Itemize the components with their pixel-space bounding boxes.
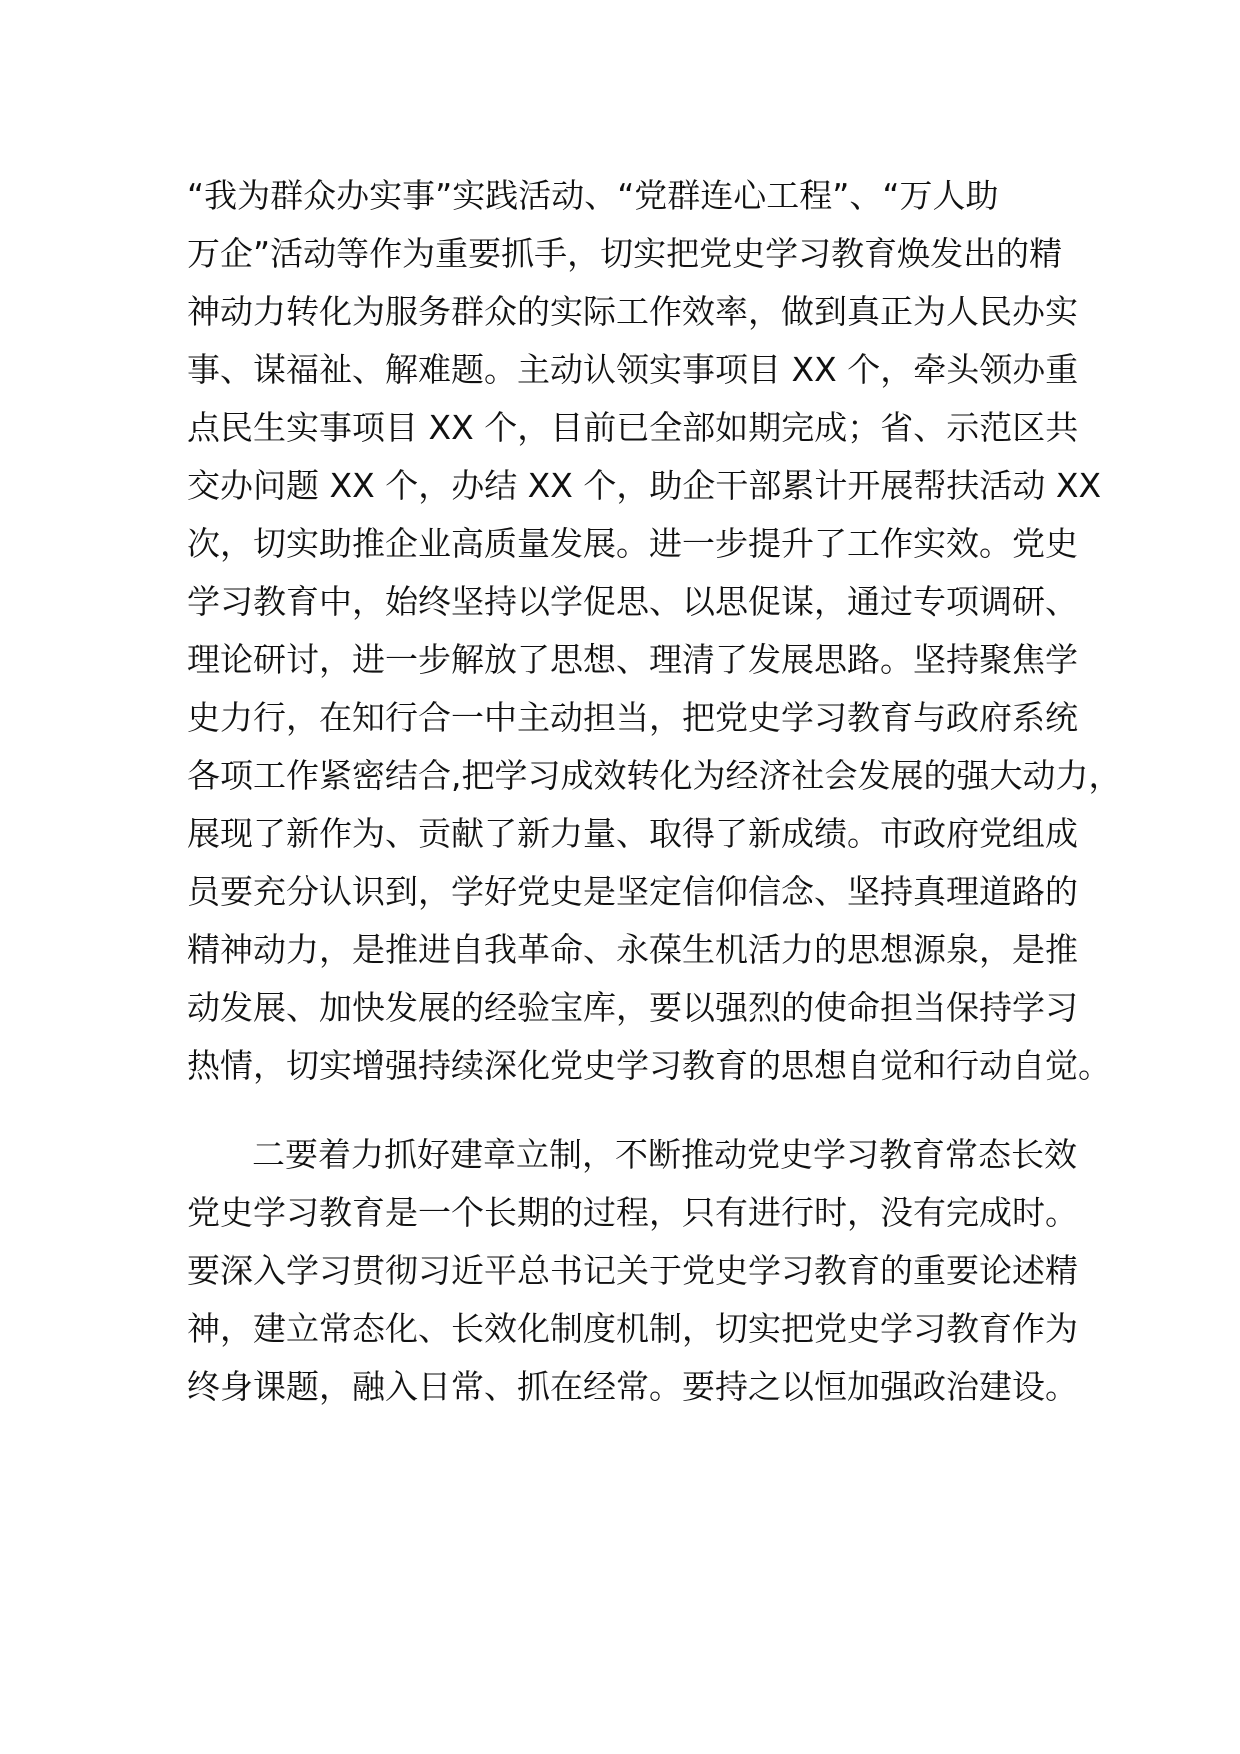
- text-line: 神动力转化为服务群众的实际工作效率，做到真正为人民办实: [187, 292, 1078, 331]
- text-line: 万企”活动等作为重要抓手，切实把党史学习教育焕发出的精: [187, 234, 1063, 273]
- text-line: 次，切实助推企业高质量发展。进一步提升了工作实效。党史: [187, 524, 1078, 563]
- text-line: 员要充分认识到，学好党史是坚定信仰信念、坚持真理道路的: [187, 872, 1078, 911]
- text-line: 神，建立常态化、长效化制度机制，切实把党史学习教育作为: [187, 1309, 1078, 1348]
- text-line: 展现了新作为、贡献了新力量、取得了新成绩。市政府党组成: [187, 814, 1078, 853]
- paragraph-heading-line: 二要着力抓好建章立制，不断推动党史学习教育常态长效: [252, 1135, 1077, 1174]
- text-line: 理论研讨，进一步解放了思想、理清了发展思路。坚持聚焦学: [187, 640, 1078, 679]
- text-line: 学习教育中，始终坚持以学促思、以思促谋，通过专项调研、: [187, 582, 1078, 621]
- text-line: 点民生实事项目 XX 个，目前已全部如期完成；省、示范区共: [187, 408, 1079, 447]
- text-line: 事、谋福祉、解难题。主动认领实事项目 XX 个，牵头领办重: [187, 350, 1079, 389]
- text-line: 精神动力，是推进自我革命、永葆生机活力的思想源泉，是推: [187, 930, 1078, 969]
- text-line: 动发展、加快发展的经验宝库，要以强烈的使命担当保持学习: [187, 988, 1078, 1027]
- text-line: “我为群众办实事”实践活动、“党群连心工程”、“万人助: [187, 176, 999, 215]
- text-line: 史力行，在知行合一中主动担当，把党史学习教育与政府系统: [187, 698, 1078, 737]
- text-line: 要深入学习贯彻习近平总书记关于党史学习教育的重要论述精: [187, 1251, 1078, 1290]
- text-line: 终身课题，融入日常、抓在经常。要持之以恒加强政治建设。: [187, 1367, 1078, 1406]
- text-line: 各项工作紧密结合,把学习成效转化为经济社会发展的强大动力，: [187, 756, 1122, 795]
- text-line: 热情，切实增强持续深化党史学习教育的思想自觉和行动自觉。: [187, 1046, 1111, 1085]
- text-line: 党史学习教育是一个长期的过程，只有进行时，没有完成时。: [187, 1193, 1078, 1232]
- text-line: 交办问题 XX 个，办结 XX 个，助企干部累计开展帮扶活动 XX: [187, 466, 1102, 505]
